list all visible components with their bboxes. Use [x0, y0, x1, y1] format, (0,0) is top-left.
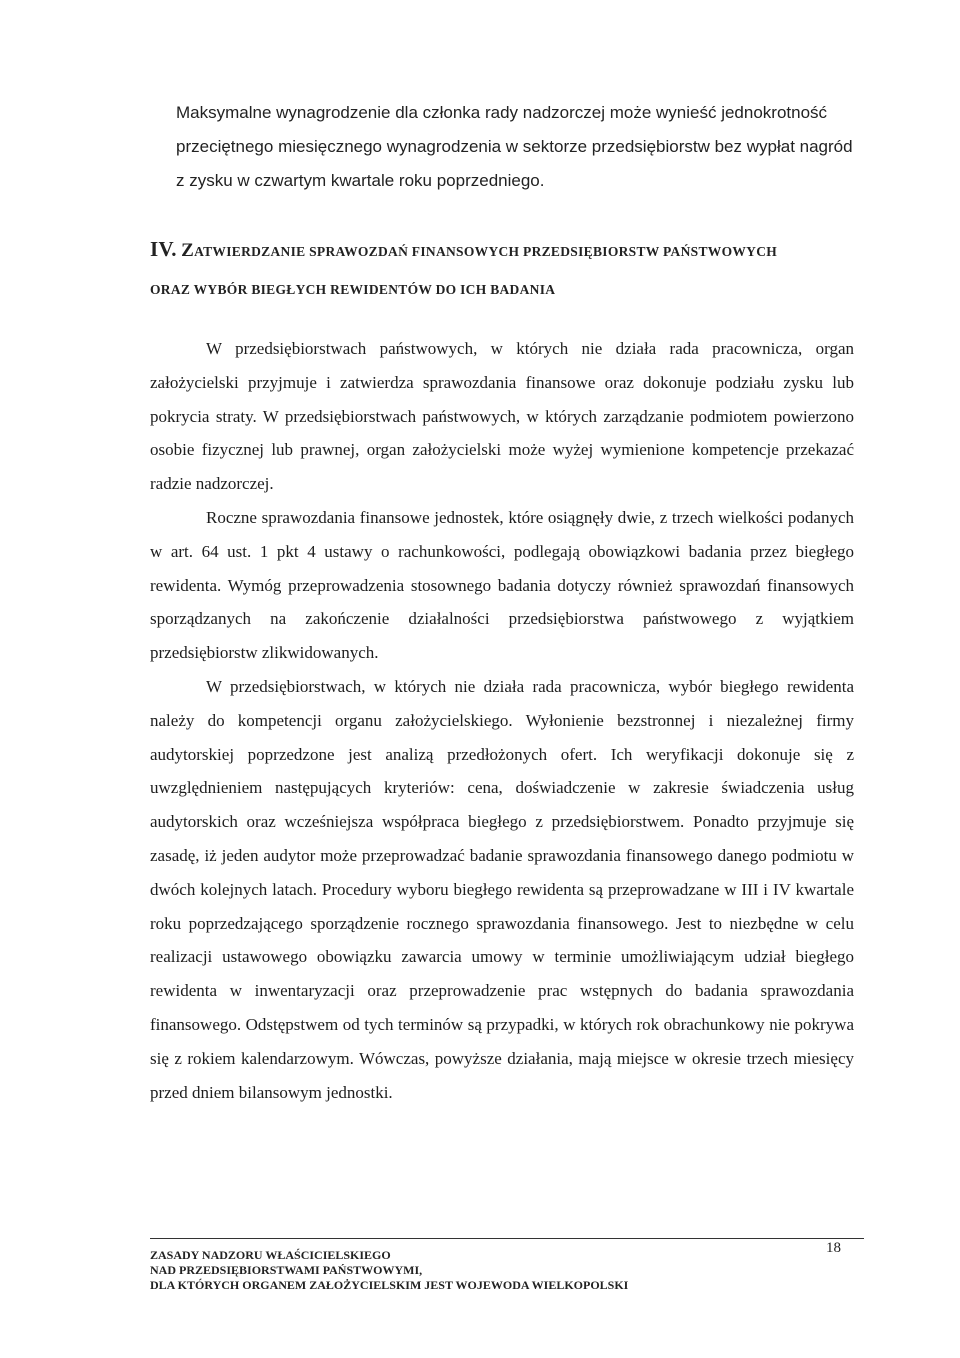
section-title-line2: ORAZ WYBÓR BIEGŁYCH REWIDENTÓW DO ICH BADANIA: [150, 282, 556, 297]
footer-line: ZASADY NADZORU WŁAŚCICIELSKIEGO: [150, 1248, 391, 1262]
intro-line: przeciętnego miesięcznego wynagrodzenia w sektorze przedsiębiorstw bez wypłat nagród: [176, 137, 853, 156]
body-paragraph: Roczne sprawozdania finansowe jednostek, które osiągnęły dwie, z trzech wielkości podanych w art. 64 ust. 1 pkt 4 ustawy o rachunkowości, podlegają obowiązkowi badania przez biegłego rewidenta. Wymóg przeprowadzenia stosownego badania dotyczy również sprawozdań finansowych sporządzanych na zakończenie działalności przedsiębiorstwa państwowego z wyjątkiem przedsiębiorstw zlikwidowanych.: [150, 507, 854, 663]
footer: [150, 1248, 770, 1293]
section-number: IV.: [150, 237, 177, 261]
intro-paragraph: [176, 96, 876, 198]
section-title-line1: ATWIERDZANIE SPRAWOZDAŃ FINANSOWYCH PRZEDSIĘBIORSTW PAŃSTWOWYCH: [194, 244, 778, 259]
body-text: [150, 332, 854, 1109]
body-paragraph: W przedsiębiorstwach, w których nie działa rada pracownicza, wybór biegłego rewidenta należy do kompetencji organu założycielskiego. Wyłonienie bezstronnej i niezależnej firmy audytorskiej poprzedzone jest analizą przedłożonych ofert. Ich weryfikacji dokonuje się z uwzględnieniem następujących kryteriów: cena, doświadczenie w zakresie świadczenia usług audytorskich oraz wcześniejsza współpraca biegłego z przedsiębiorstwem. Ponadto przyjmuje się zasadę, iż jeden audytor może przeprowadzać badanie sprawozdania finansowego danego podmiotu w dwóch kolejnych latach. Procedury wyboru biegłego rewidenta są przeprowadzane w III i IV kwartale roku poprzedzającego sporządzenie rocznego sprawozdania finansowego. Jest to niezbędne w celu realizacji ustawowego obowiązku zawarcia umowy w terminie umożliwiającym udział biegłego rewidenta w inwentaryzacji oraz przeprowadzenie prac wstępnych do badania sprawozdania finansowego. Odstępstwem od tych terminów są przypadki, w których rok obrachunkowy nie pokrywa się z rokiem kalendarzowym. Wówczas, powyższe działania, mają miejsce w okresie trzech miesięcy przed dniem bilansowym jednostki.: [150, 676, 854, 1102]
footer-divider: [150, 1238, 864, 1239]
intro-line: z zysku w czwartym kwartale roku poprzedniego.: [176, 171, 545, 190]
body-paragraph: W przedsiębiorstwach państwowych, w których nie działa rada pracownicza, organ założycielski przyjmuje i zatwierdza sprawozdania finansowe oraz dokonuje podziału zysku lub pokrycia straty. W przedsiębiorstwach państwowych, w których zarządzanie podmiotem powierzono osobie fizycznej lub prawnej, organ założycielski może wyżej wymienione kompetencje przekazać radzie nadzorczej.: [150, 339, 854, 494]
page-number: 18: [826, 1240, 841, 1256]
footer-line: NAD PRZEDSIĘBIORSTWAMI PAŃSTWOWYMI,: [150, 1263, 423, 1277]
intro-line: Maksymalne wynagrodzenie dla członka rady nadzorczej może wynieść jednokrotność: [176, 103, 828, 122]
section-title-initial: Z: [181, 240, 195, 261]
section-heading: [150, 230, 870, 309]
footer-line: DLA KTÓRYCH ORGANEM ZAŁOŻYCIELSKIM JEST WOJEWODA WIELKOPOLSKI: [150, 1278, 629, 1292]
